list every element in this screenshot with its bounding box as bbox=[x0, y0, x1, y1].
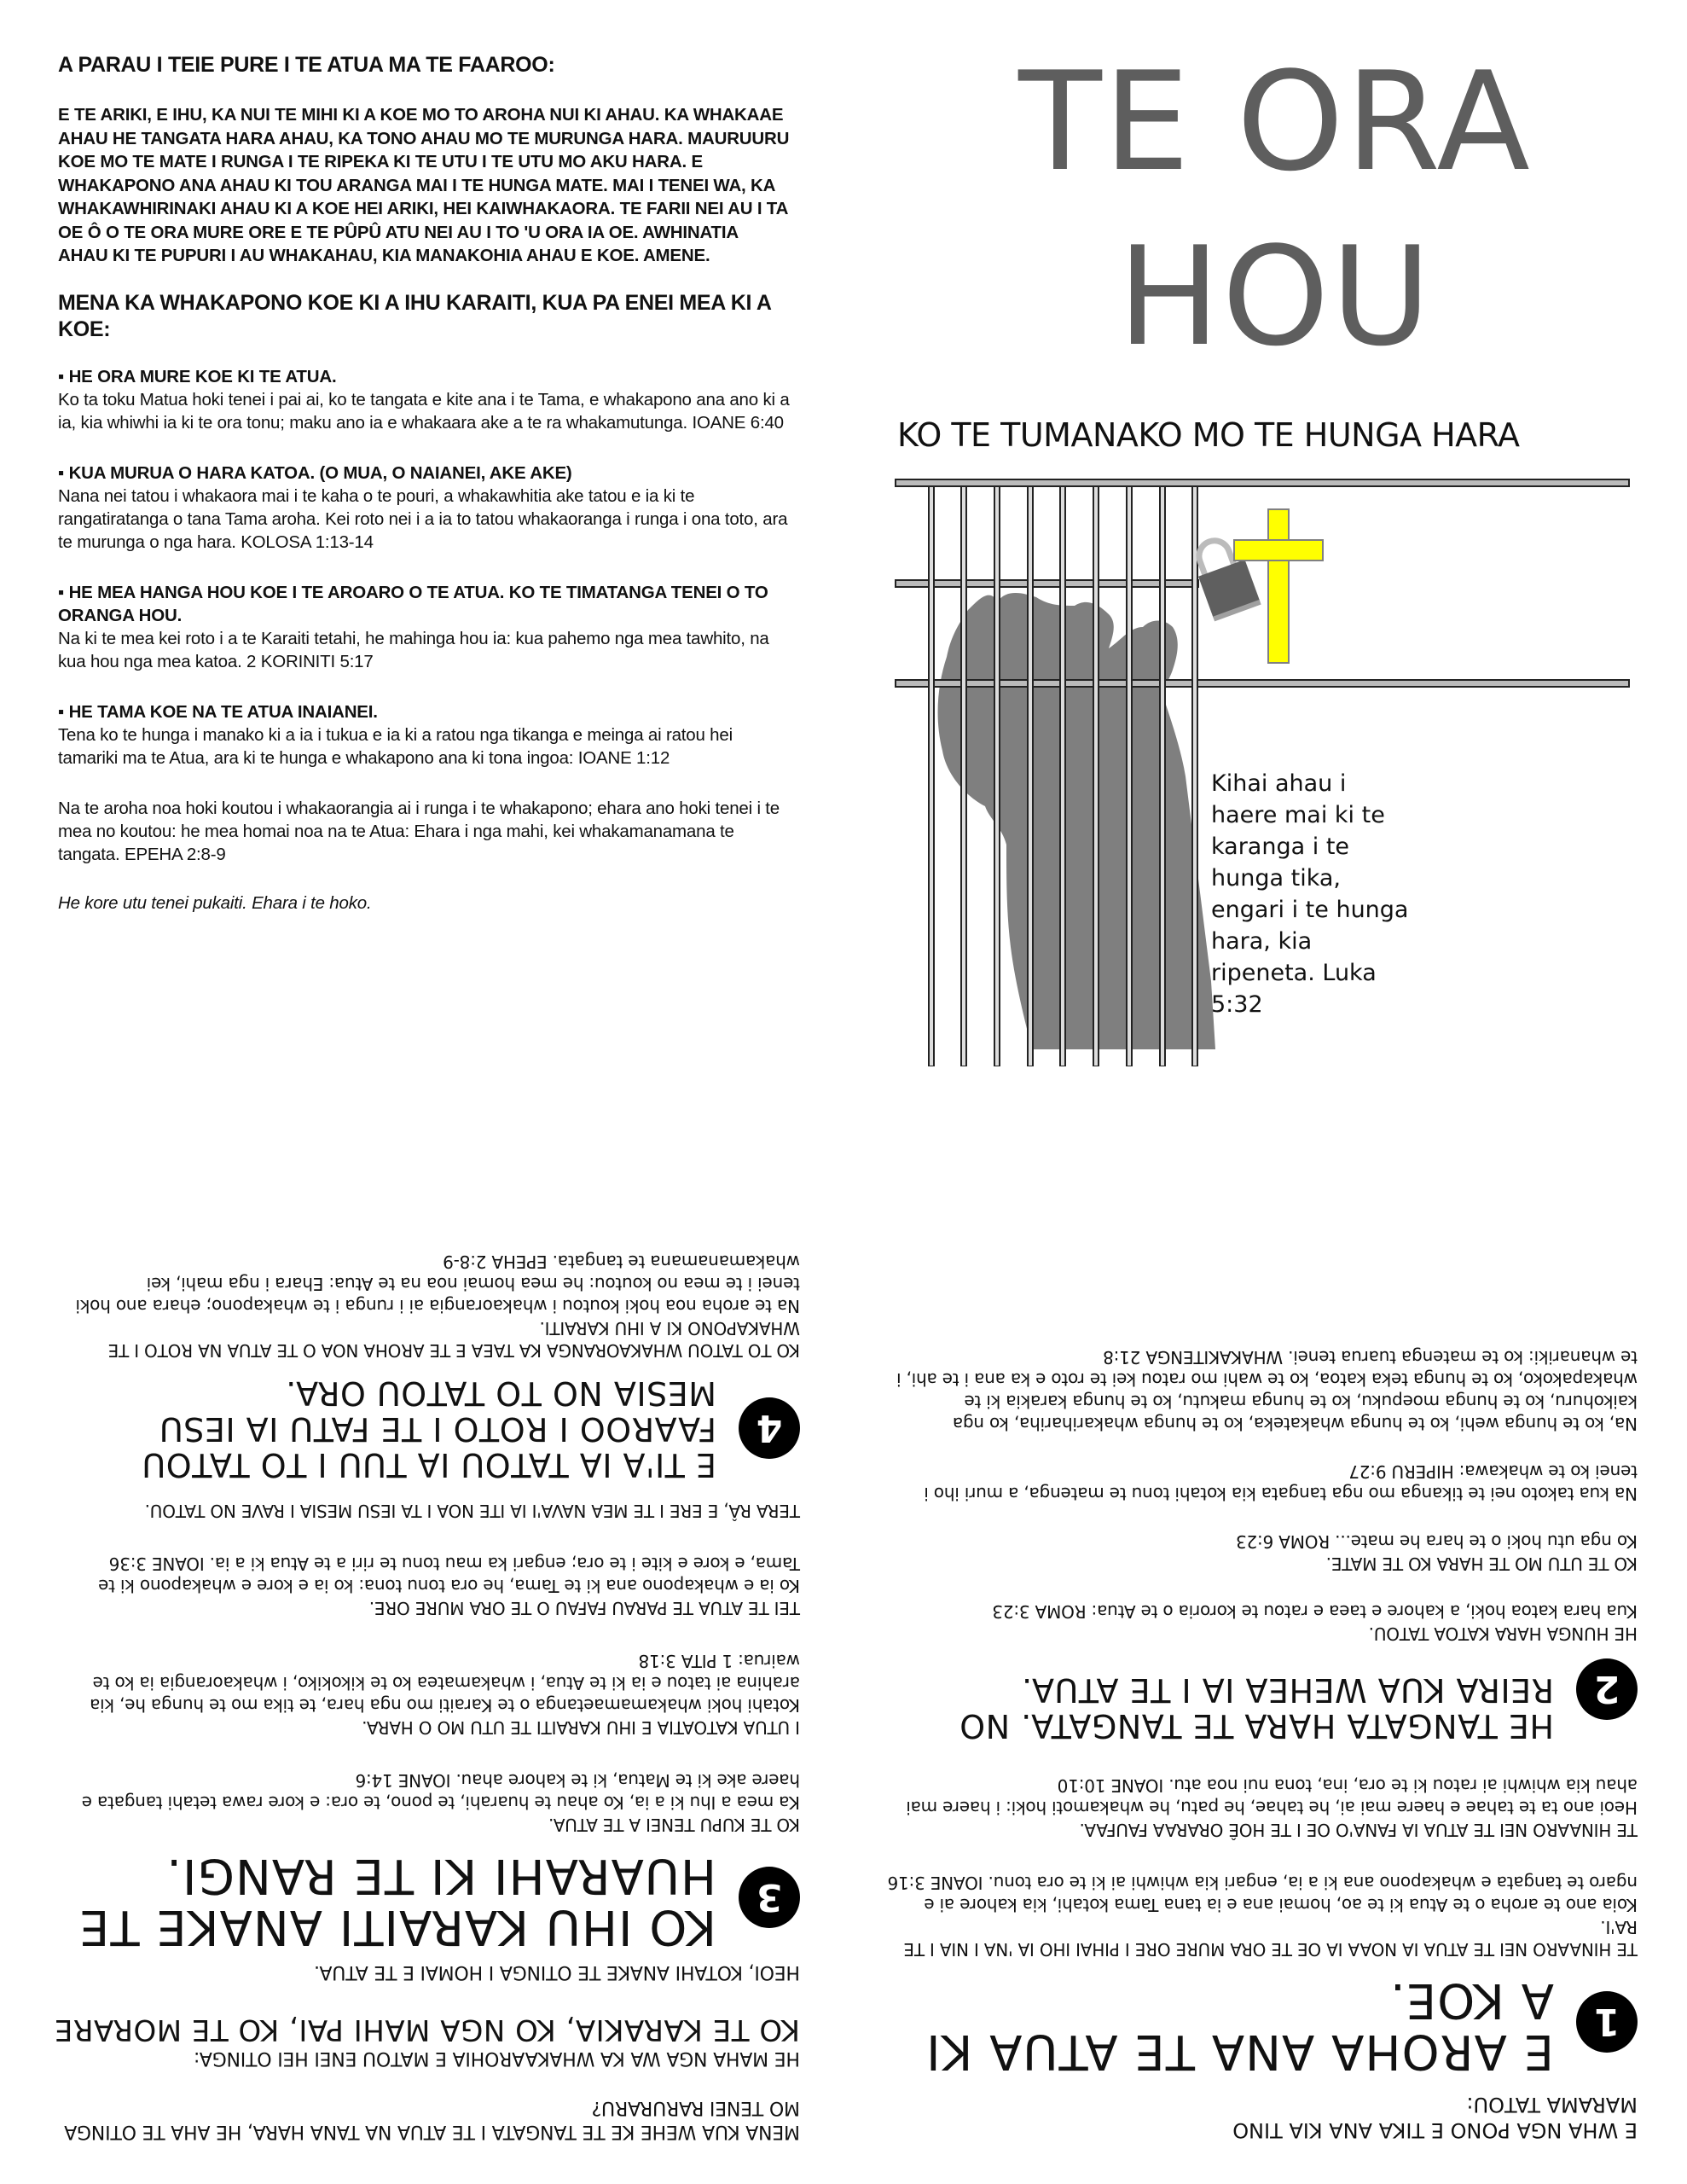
benefit-body: Nana nei tatou i whakaora mai i te kaha o te pouri, a whakawhitia ake tatou e ia ki te rangatiratanga o tana Tama aroha. Kei roto nei i a ia to tatou whakaoranga i runga i ona toto, ara te murunga o nga hara. KOLOSA 1:13-14 bbox=[58, 485, 788, 552]
paragraph-title: KO TE KUPU TENEI A TE ATUA. bbox=[548, 1815, 800, 1835]
step-paragraph bbox=[887, 1461, 1638, 1505]
step-4 bbox=[49, 1375, 800, 1483]
common-answers: KO TE KARAKIA, KO NGA MAHI PAI, KO TE MORARE bbox=[54, 2013, 800, 2047]
paragraph-body: Ko nga utu hoki o te hara he mate... ROMA 6:23 bbox=[1236, 1531, 1638, 1552]
common-answers-intro: HE MAHA NGA WA KA WHAKAAROHIA E MATOU ENEI HEI OTINGA: bbox=[194, 2048, 800, 2069]
step-title: E AROHA ANA TE ATUA KI A KOE. bbox=[925, 1972, 1554, 2079]
paragraph-body: Ko ia e whakapono ana ki te Tama, he ora tonu tona: ko ia e kore e whakapono ki te Tama, e kore e kite i te ora; engari ka mau tonu te riri a te Atua ki a ia. IOANE 3:36 bbox=[98, 1554, 800, 1596]
step-paragraph bbox=[887, 1872, 1638, 1960]
question-block bbox=[49, 2095, 800, 2143]
step-title: E TI'A IA TATOU IA TUU I TO TATOU FAAROO I ROTO I TE FATU IA IESU MESIA NO TO TATOU ORA. bbox=[141, 1374, 716, 1484]
prayer-text: E TE ARIKI, E IHU, KA NUI TE MIHI KI A KOE MO TO AROHA NUI KI AHAU. KA WHAKAAE AHAU HE TANGATA HARA AHAU, KA TONO AHAU MO TE MURUNGA HARA. MAURUURU KOE MO TE MATE I RUNGA I TE RIPEKA KI TE UTU I TE UTU MO AKU HARA. E WHAKAPONO ANA AHAU KI TOU ARANGA MAI I TE HUNGA MATE. MAI I TENEI WA, KA WHAKAWHIRINAKI AHAU KI A KOE HEI ARIKI, HEI KAIWHAKAORA. TE FARII NEI AU I TA OE Ô O TE ORA MURE ORE E TE PÛPÛ ATU NEI AU I TO 'U ORA IA OE. AWHINATIA AHAU KI TE PUPURI I AU WHAKAHAU, KIA MANAKOHIA AHAU E KOE. AMENE. bbox=[58, 105, 790, 265]
cover-title bbox=[887, 34, 1638, 384]
benefit-body: Tena ko te hunga i manako ki a ia i tukua e ia ki a ratou nga tikanga e meinga ai ratou hei tamariki ma te Atua, ara ki te hunga e whakapono ana ki tona ingoa: IOANE 1:12 bbox=[58, 724, 733, 768]
question-text: MENA KUA WEHE KE TE TANGATA I TE ATUA NA TANA HARA, HE AHA TE OTINGA MO TENEI RARURARU? bbox=[64, 2097, 800, 2142]
paragraph-body: Na kua takoto nei te tikanga mo nga tangata kia kotahi tonu te matenga, a muri iho i tenei ko te whakawa: HIPERU 9:27 bbox=[924, 1461, 1638, 1504]
luke-verse: Kihai ahau i haere mai ki te karanga i te hunga tika, engari i te hunga hara, kia ripeneta. Luka 5:32 bbox=[1211, 770, 1409, 1018]
step-number-badge: 2 bbox=[1576, 1658, 1638, 1720]
step-paragraph bbox=[49, 1251, 800, 1362]
step-paragraph bbox=[49, 1650, 800, 1739]
paragraph-title: TE HINAARO NEI TE ATUA IA FANA'O OE I TE HOÊ ORARAA FAUFAA. bbox=[1079, 1820, 1638, 1840]
paragraph-body: Kotahi hoki whakamamaetanga o te Karaiti mo nga hara, te tika mo te hunga he, kia arahina ai tatou e ia ki te Atua, i whakamatea ko te kikokiko, i whakaorangia ia ko te wairua: 1 PITA 3:18 bbox=[90, 1651, 800, 1716]
back-side-rotated bbox=[0, 1092, 1687, 2184]
paragraph-body: Koia ano te aroha o te Atua ki te ao, homai ana e ia tana Tama kotahi, kia kahore ai e ngaro te tangata e whakapono ana ki a ia, engari kia whiwhi ai ki te ora tonu. IOANE 3:16 bbox=[887, 1873, 1638, 1915]
free-note: He kore utu tenei pukaiti. Ehara i te hoko. bbox=[58, 892, 372, 913]
paragraph-body: Kua hara katoa hoki, a kahore e taea e ratou te kororia o te Atua: ROMA 3:23 bbox=[992, 1601, 1638, 1622]
one-solution-line: HEOI, KOTAHI ANAKE TE OTINGA I HOMAI E TE ATUA. bbox=[314, 1961, 800, 1983]
step-paragraph bbox=[887, 1346, 1638, 1435]
step-paragraph bbox=[887, 1600, 1638, 1645]
paragraph-body: Na, ko te hunga wehi, ko te hunga whakateka, ko te hunga whakarihariha, ko nga kaikohuru, ko te hunga moepuku, ko te hunga makutu, ko te hunga karakia ki te whakapakoko, ko te hunga teka katoa, ko te wahi mo ratou kei te roto e ka ana i te ahi, i te whanariki: ko te matenga tuarua tenei. WHAKAKITENGA 21:8 bbox=[896, 1347, 1638, 1434]
closing-verse: Na te aroha noa hoki koutou i whakaorangia ai i runga i te whakapono; ehara ano hoki tenei i te mea no koutou: he mea homai noa na te Atua: Ehara i nga mahi, kei whakamanamana te tangata. EPEHA 2:8-9 bbox=[58, 798, 780, 864]
benefit-body: Na ki te mea kei roto i a te Karaiti tetahi, he mahinga hou ia: kua pahemo nga mea tawhito, na kua hou nga mea katoa. 2 KORINITI 5:17 bbox=[58, 628, 769, 671]
cover-title-line2: HOU bbox=[1117, 217, 1433, 376]
benefit-point bbox=[58, 581, 791, 673]
benefit-title: ▪ HE TAMA KOE NA TE ATUA INAIANEI. bbox=[58, 701, 378, 722]
paragraph-title: I UTUA KATOATIA E IHU KARAITI TE UTU MO O HARA. bbox=[362, 1717, 800, 1738]
benefit-point bbox=[58, 365, 791, 434]
cover-title-line1: TE ORA bbox=[1018, 42, 1532, 201]
prayer-panel bbox=[58, 53, 791, 914]
paragraph-body: Na te aroha noa hoki koutou i whakaorangia ai i runga i te whakapono; ehara ano hoki tenei i te mea no koutou: he mea homai noa na te Atua: Ehara i nga mahi, kei whakamanamana te tangata. EPEHA 2:8-9 bbox=[75, 1252, 800, 1316]
paragraph-body: Heoi ano ta te tahae e haere mai ai, he tahae, he patu, he whakamoti hoki: i haere mai ahau kia whiwhi ai ratou ki te ora, ina, tona nui noa atu. IOANE 10:10 bbox=[906, 1775, 1638, 1818]
benefit-title: ▪ HE MEA HANGA HOU KOE I TE AROARO O TE ATUA. KO TE TIMATANGA TENEI O TO ORANGA HOU. bbox=[58, 582, 768, 625]
step-paragraph bbox=[49, 1553, 800, 1619]
step-paragraph bbox=[49, 1769, 800, 1836]
prisoner-silhouette-icon bbox=[938, 593, 1215, 1049]
step-title: KO IHU KARAITI ANAKE TE HUARAHI KI TE RANGI. bbox=[78, 1848, 716, 1955]
paragraph-title: KO TO TATOU WHAKAORANGA KA TAEA E TE AROHA NOA O TE ATUA NA ROTO I TE WHAKAPONO KI A IHU KARAITI. bbox=[107, 1318, 800, 1361]
cover-panel bbox=[887, 34, 1638, 1066]
step-number-badge: 1 bbox=[1576, 1991, 1638, 2053]
paragraph-title: KO TE UTU MO TE HARA KO TE MATE. bbox=[1325, 1554, 1638, 1574]
benefit-point bbox=[58, 700, 791, 770]
step-3 bbox=[49, 1848, 800, 1955]
paragraph-title: TEI TE ATUA TE PARAU FAFAU O TE ORA MURE ORE. bbox=[368, 1598, 800, 1618]
step-title: HE TANGATA HARA TE TANGATA. NO REIRA KUA WEHEA IA I TE ATUA. bbox=[959, 1671, 1554, 1745]
paragraph-title: HE HUNGA HARA KATOA TATOU. bbox=[1368, 1623, 1638, 1644]
benefit-title: ▪ KUA MURUA O HARA KATOA. (O MUA, O NAIANEI, AKE AKE) bbox=[58, 462, 572, 483]
steps-panel-b bbox=[49, 1220, 800, 2150]
step-number-badge: 4 bbox=[739, 1397, 800, 1459]
step-1 bbox=[887, 1974, 1638, 2077]
step-number-badge: 3 bbox=[739, 1867, 800, 1928]
prison-illustration bbox=[887, 469, 1638, 1066]
step-paragraph bbox=[49, 1500, 800, 1522]
step-paragraph bbox=[887, 1774, 1638, 1841]
benefit-body: Ko ta toku Matua hoki tenei i pai ai, ko te tangata e kite ana i te Tama, e whakapono ana ano ki a ia, kia whiwhi ia ki te ora tonu; maku ano ia e whakaara ake a te ra whakamutunga. IOANE 6:40 bbox=[58, 389, 790, 433]
prayer-heading: A PARAU I TEIE PURE I TE ATUA MA TE FAAROO: bbox=[58, 53, 555, 77]
step-2 bbox=[887, 1658, 1638, 1744]
benefit-title: ▪ HE ORA MURE KOE KI TE ATUA. bbox=[58, 366, 337, 386]
benefits-heading: MENA KA WHAKAPONO KOE KI A IHU KARAITI, KUA PA ENEI MEA KI A KOE: bbox=[58, 290, 771, 341]
cover-subtitle: KO TE TUMANAKO MO TE HUNGA HARA bbox=[897, 416, 1520, 454]
steps-panel-a bbox=[887, 1316, 1638, 2150]
benefit-point bbox=[58, 462, 791, 554]
paragraph-title: TE HINAARO NEI TE ATUA IA NOAA IA OE TE ORA MURE ORE I PIHAI IHO IA 'NA I NIA I TE RA'I. bbox=[903, 1917, 1638, 1960]
steps-intro: E WHA NGA PONO E TIKA ANA KIA TINO MARAMA TATOU: bbox=[1232, 2093, 1638, 2142]
paragraph-body: Ka mea a Ihu ki a ia, Ko ahau te huarahi, te pono, te ora: e kore rawa tetahi tangata e haere ake ki te Matua, ki te kahore ahau. IOANE 14:6 bbox=[81, 1770, 800, 1813]
paragraph-title: TERA RÂ, E ERE I TE MEA NAVA'I IA ITE NOA I TA IESU MESIA I RAVE NO TATOU. bbox=[144, 1501, 800, 1521]
step-paragraph bbox=[887, 1531, 1638, 1575]
